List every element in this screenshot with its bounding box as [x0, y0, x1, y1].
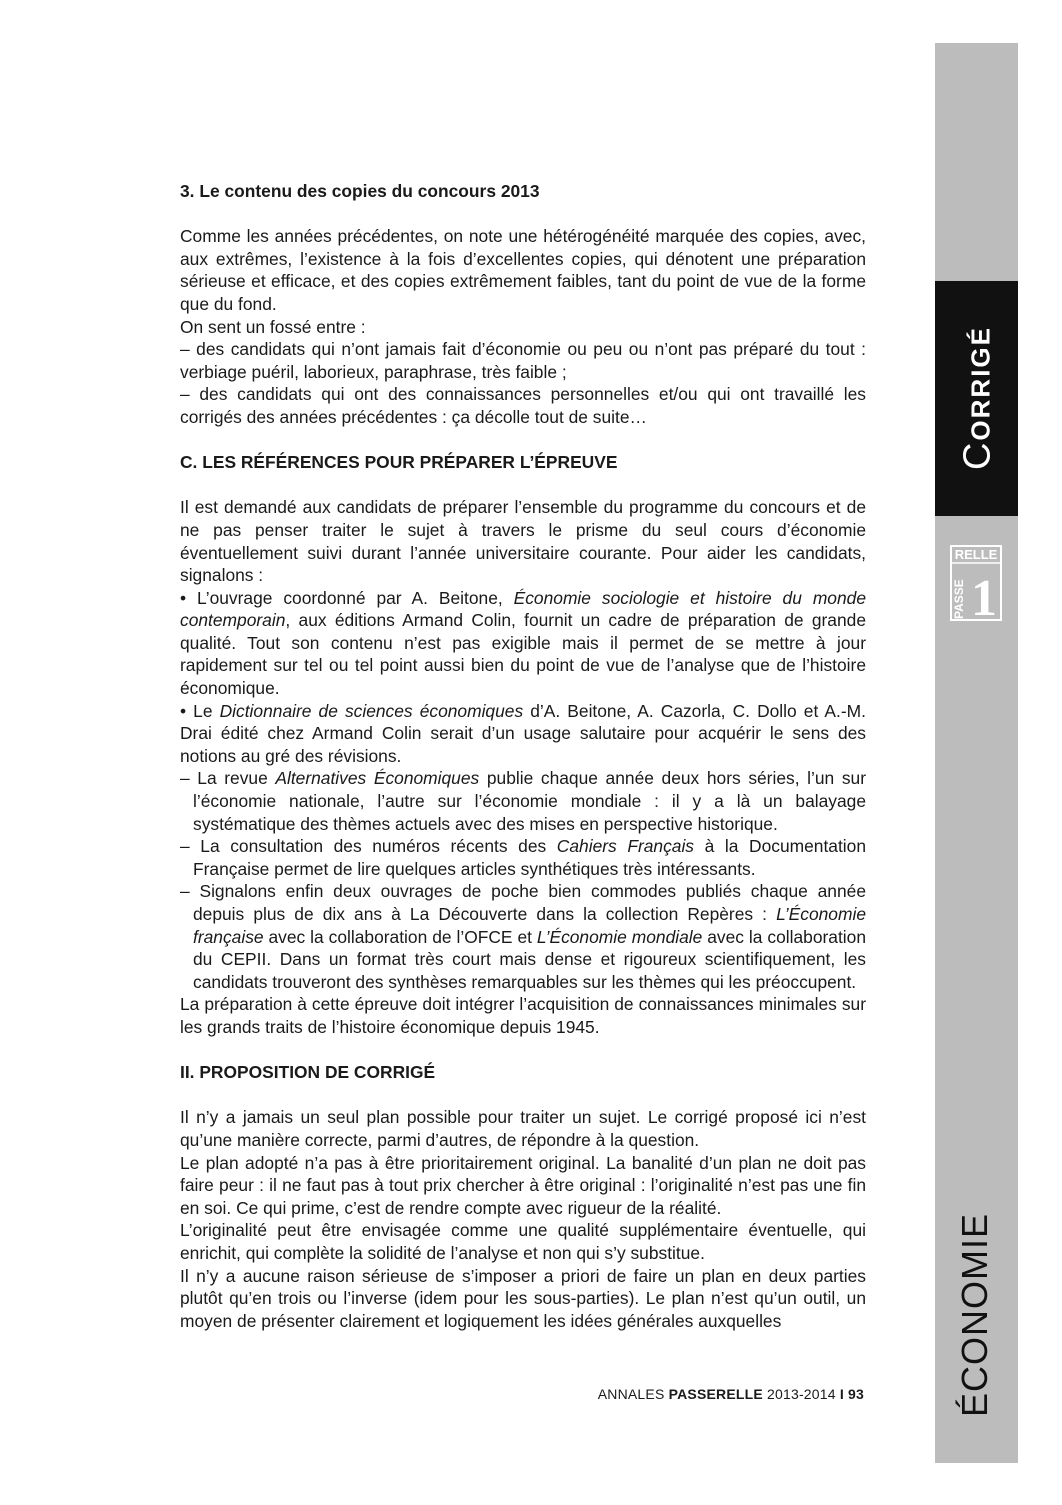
book-title-beitone: Économie sociologie et histoire du monde contemporain	[180, 587, 866, 631]
section-c-bullet-2: • Le Dictionnaire de sciences économiques d’A. Beitone, A. Cazorla, C. Dollo et A.-M. Drai édité chez Armand Colin serait d’un usage salutaire pour acquérir le sens des notions au gré des révisions.	[180, 700, 866, 766]
section-c-bullet-1: • L’ouvrage coordonné par A. Beitone, Économie sociologie et histoire du monde contemporain, aux éditions Armand Colin, fournit un cadre de préparation de grande qualité. Tout son contenu n’est pas exigible mais il permet de se mettre à jour rapidement sur tel ou tel point aussi bien du point de vue de l’analyse que de l’histoire économique.	[180, 587, 866, 699]
section-c-dash-3: – Signalons enfin deux ouvrages de poche bien commodes publiés chaque année depuis plus de dix ans à La Découverte dans la collection Repères : L’Économie française avec la collaboration de l’OFCE et L’Économie mondiale avec la collaboration du CEPII. Dans un format très court mais dense et rigoureux scientifiquement, les candidats trouveront des synthèses remarquables sur les thèmes qui les préoccupent.	[180, 881, 866, 992]
book-economie-francaise: L’Économie française	[193, 904, 866, 947]
section-3-dash-2: – des candidats qui ont des connaissances personnelles et/ou qui ont travaillé les corrigés des années précédentes : ça décolle tout de suite…	[180, 384, 866, 427]
section-ii-paragraph-4: Il n’y a aucune raison sérieuse de s’imposer a priori de faire un plan en deux parties plutôt qu’en trois ou l’inverse (idem pour les sous-parties). Le plan n’est qu’un outil, un moyen de présenter clairement et logiquement les idées générales auxquelles	[180, 1265, 866, 1331]
subject-label: ÉCONOMIE	[954, 1213, 995, 1418]
book-economie-mondiale: L’Économie mondiale	[536, 926, 703, 947]
page-number: 93	[843, 1386, 864, 1402]
section-ii-title: II. PROPOSITION DE CORRIGÉ	[180, 1062, 436, 1083]
passerelle-logo	[950, 545, 1002, 621]
logo-top-text: RELLE	[954, 547, 998, 562]
section-c-dash-2: – La consultation des numéros récents des Cahiers Français à la Documentation Française permet de lire quelques articles synthétiques très intéressants.	[180, 836, 866, 879]
section-3-title: 3. Le contenu des copies du concours 2013	[180, 181, 540, 201]
magazine-alternatives: Alternatives Économiques	[275, 768, 480, 789]
section-3-paragraph-1: Comme les années précédentes, on note une hétérogénéité marquée des copies, avec, aux extrêmes, l’existence à la fois d’excellentes copies, qui dénotent une préparation sérieuse et efficace, et des copies extrêmement faibles, tant du point de vue de la forme que du fond.	[180, 226, 866, 314]
magazine-cahiers: Cahiers Français	[556, 836, 695, 857]
book-title-dictionnaire: Dictionnaire de sciences économiques	[219, 700, 524, 721]
section-3-paragraph-2: On sent un fossé entre :	[180, 316, 366, 337]
corrige-rest: ORRIGÉ	[965, 325, 996, 441]
corrige-label	[956, 316, 1000, 481]
section-c-closing: La préparation à cette épreuve doit intégrer l’acquisition de connaissances minimales sur les grands traits de l’histoire économique depuis 1945.	[180, 994, 866, 1037]
section-c-dash-1: – La revue Alternatives Économiques publie chaque année deux hors séries, l’un sur l’économie nationale, l’autre sur l’économie mondiale : il y a là un balayage systématique des thèmes actuels avec des mises en perspective historique.	[180, 768, 866, 834]
corrige-initial: C	[956, 440, 999, 471]
section-ii-paragraph-3: L’originalité peut être envisagée comme une qualité supplémentaire éventuelle, qui enrichit, qui complète la solidité de l’analyse et non qui s’y substitue.	[180, 1220, 866, 1263]
page-footer: ANNALES PASSERELLE 2013-2014 I 93	[597, 1386, 864, 1402]
page-body	[180, 180, 866, 1332]
section-ii-paragraph-2: Le plan adopté n’a pas à être prioritairement original. La banalité d’un plan ne doit pas faire peur : il ne faut pas à tout prix chercher à être original : l’originalité n’est pas une fin en soi. Ce qui prime, c’est de rendre compte avec rigueur de la réalité.	[180, 1152, 866, 1218]
section-c-intro: Il est demandé aux candidats de préparer l’ensemble du programme du concours et de ne pas penser traiter le sujet à travers le prisme du seul cours d’économie éventuellement suivi durant l’année universitaire courante. Pour aider les candidats, signalons :	[180, 497, 866, 586]
section-c-title: C. LES RÉFÉRENCES POUR PRÉPARER L’ÉPREUVE	[180, 452, 618, 473]
section-ii-paragraph-1: Il n’y a jamais un seul plan possible pour traiter un sujet. Le corrigé proposé ici n’est qu’une manière correcte, parmi d’autres, de répondre à la question.	[180, 1107, 866, 1150]
footer-brand: PASSERELLE	[668, 1386, 763, 1402]
logo-side-text: PASSE	[952, 579, 966, 619]
section-3-dash-1: – des candidats qui n’ont jamais fait d’économie ou peu ou n’ont pas préparé du tout : verbiage puéril, laborieux, paraphrase, très faible ;	[180, 339, 866, 382]
logo-number: 1	[971, 570, 997, 621]
